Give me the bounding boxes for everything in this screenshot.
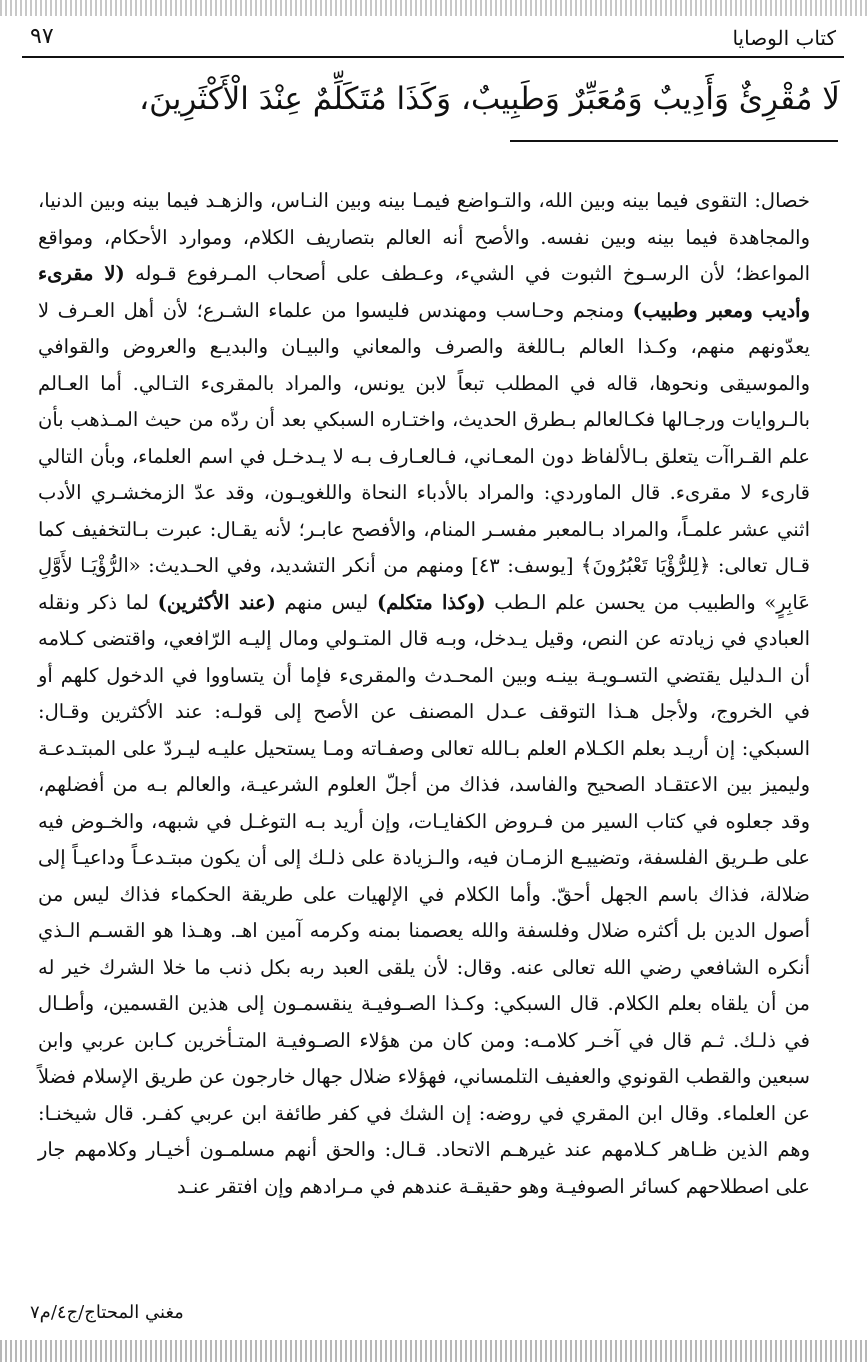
footer-signature: مغني المحتاج/ج٤/م٧ [30,1302,184,1323]
top-ornament-border [0,0,868,16]
page-header [22,22,844,58]
commentary-paragraph [38,183,810,1205]
matn-separator-rule [510,140,838,142]
matn-citation: (عند الأكثرين) [157,590,276,614]
matn-citation: (وكذا متكلم) [376,590,486,614]
page-number: ٩٧ [30,24,54,49]
commentary-text: خصال: التقوى فيما بينه وبين الله، والتـواضع فيمـا بينه وبين النـاس، والزهـد فيما بينه وبين الدنيا، والمجاهدة فيما بينه وبين نفسه. والأصح أنه العالم بتصاريف الكلام، وموارد الأحكام، ومواقع المواعظ؛ لأن الرسـوخ الثبوت في الشيء، وعـطف على أصحاب المـرفوع قـوله [38,189,810,285]
chapter-title: كتاب الوصايا [732,26,836,50]
matn-text: لَا مُقْرِئٌ وَأَدِيبٌ وَمُعَبِّرٌ وَطَبِيبٌ، وَكَذَا مُتَكَلِّمٌ عِنْدَ الْأَكْثَرِينَ، [139,81,840,117]
commentary-text: ومنجم وحـاسب ومهندس فليسوا من علماء الشـرع؛ لأن أهل العـرف لا يعدّونهم منهم، وكـذا العالم بـاللغة والصرف والمعاني والبيـان والبديـع والعروض والقوافي والموسيقى ونحوها، قاله في المطلب تبعاً لابن يونس، والمراد بالمقرىء التـالي. أما العـالم بالـروايات ورجـالها فكـالعالم بـطرق الحديث، واختـاره السبكي بعد أن ردّه من حيث المـذهب بأن علم القـراآت يتعلق بـالألفاظ دون المعـاني، فـالعـارف بـه لا يـدخـل في اسم العلماء، وبأن التالي قارىء لا مقرىء. قال الماوردي: والمراد بالأدباء النحاة واللغويـون، وقد عدّ الزمخشـري الأدب اثني عشر علمـاً، والمراد بـالمعبر مفسـر المنام، والأفصح عابـر؛ لأنه يقـال: عبرت بـالتخفيف كما قـال تعالى: ﴿لِلرُّؤْيَا تَعْبُرُونَ﴾ [يوسف: ٤٣] ومنهم من أنكر التشديد، وفي الحـديث: «الرُّؤْيَـا لأَوَّلِ عَابِرٍ» والطبيب من يحسن علم الـطب [38,298,811,614]
bottom-ornament-border [0,1340,868,1362]
commentary-text: ليس منهم [275,590,377,614]
commentary-text: لما ذكر ونقله العبادي في زيادته عن النص، وقيل يـدخل، وبـه قال المتـولي ومال إليـه الرّافعي، واقتضى كـلامه أن الـدليل يقتضي التسـويـة بينـه وبين المحـدث والمقرىء فإما أن يتساووا في الدخول كلهم أو في الخروج، ولأجل هـذا التوقف عـدل المصنف عن الأصح إلى قولـه: عند الأكثرين وقـال: السبكي: إن أريـد بعلم الكـلام العلم بـالله تعالى وصفـاته ومـا يستحيل عليـه ليـردّ على المبتـدعـة وليميز بين الاعتقـاد الصحيح والفاسد، فذاك من أجلّ العلوم الشرعيـة، والعالم بـه من أفضلهم، وقد جعلوه في كتاب السير من فـروض الكفايـات، وإن أريد بـه التوغـل في شبهه، والخـوض فيه على طـريق الفلسفة، وتضييـع الزمـان فيه، والـزيادة على ذلـك إلى أن يكون مبتـدعـاً وداعيـاً إلى ضلالة، فذاك باسم الجهل أحقّ. وأما الكلام في الإلهيات على طريقة الحكماء فذاك ليس من أصول الدين بل أكثره ضلال وفلسفة والله يعصمنا بمنه وكرمه آمين اهـ. وهـذا هو القسـم الـذي أنكره الشافعي رضي الله تعالى عنه. وقال: لأن يلقى العبد ربه بكل ذنب ما خلا الشرك خير له من أن يلقاه بعلم الكلام. قال السبكي: وكـذا الصـوفيـة ينقسمـون إلى هذين القسمين، وأطـال في ذلـك. ثـم قال في آخـر كلامـه: ومن كان من هؤلاء الصـوفيـة المتـأخرين كـابن عربي وابن سبعين والقطب القونوي والعفيف التلمساني، فهؤلاء ضلال جهال خارجون عن طريق الإسلام فضلاً عن العلماء. وقال ابن المقري في روضه: إن الشك في كفر طائفة ابن عربي كفـر. قال شيخنـا: وهم الذين ظـاهر كـلامهم عند غيرهـم الاتحاد. قـال: والحق أنهم مسلمـون أخيـار وكلامهم جار على اصطلاحهم كسائر الصوفيـة وهو حقيقـة عندهم في مـرادهم وإن افتقر عنـد [38,590,810,1198]
matn-citation: (لا مقرىء وأديب ومعبر وطبيب) [38,262,810,322]
